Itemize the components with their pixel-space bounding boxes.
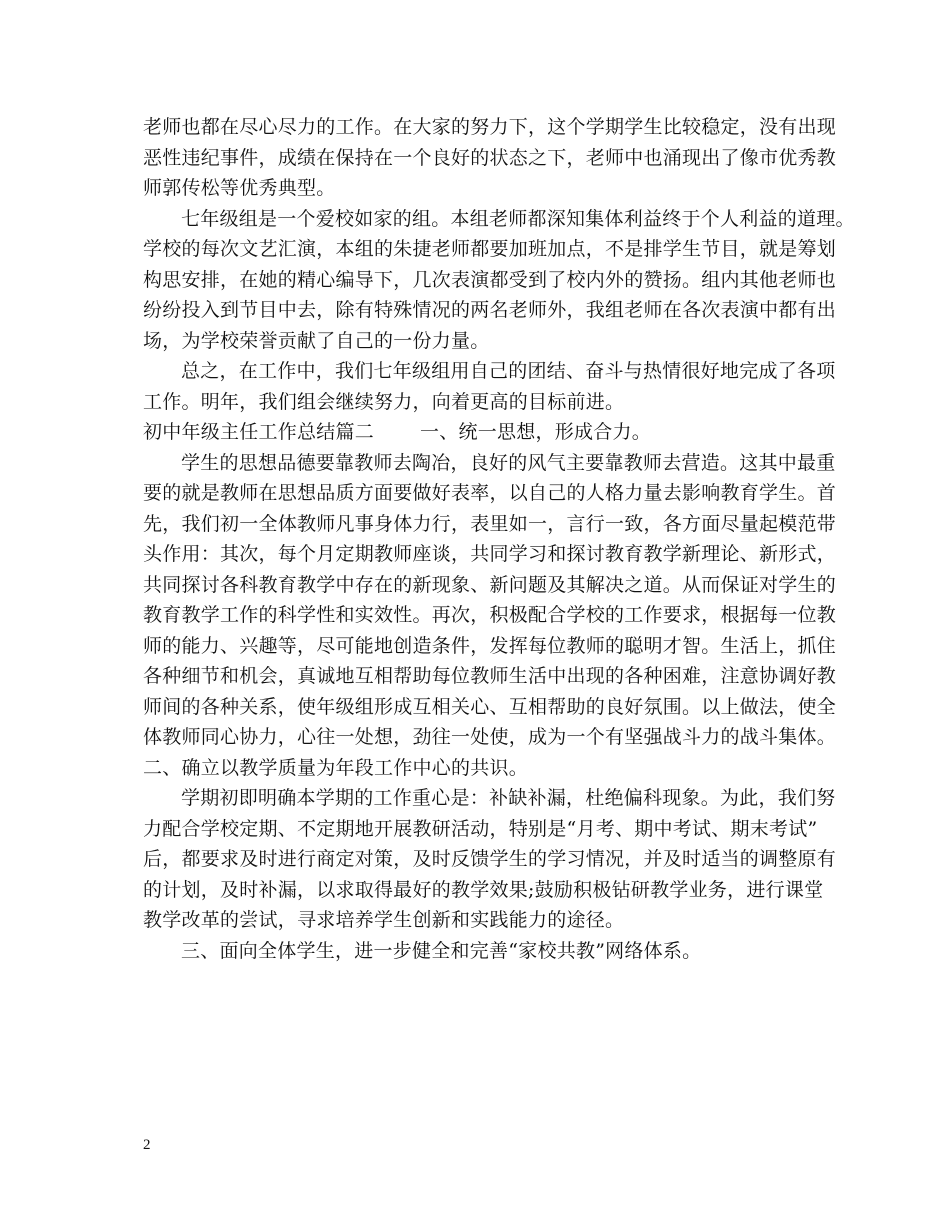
- text-line: 纷纷投入到节目中去，除有特殊情况的两名老师外，我组老师在各次表演中都有出: [143, 299, 837, 321]
- section-heading-line: [143, 417, 823, 448]
- article-title: 初中年级主任工作总结篇二: [143, 421, 375, 443]
- text-line: 教学改革的尝试，寻求培养学生创新和实践能力的途径。: [143, 909, 625, 931]
- text-line: 教育教学工作的科学性和实效性。再次，积极配合学校的工作要求，根据每一位教: [143, 604, 837, 626]
- text-line: 的计划，及时补漏，以求取得最好的教学效果;鼓励积极钻研教学业务，进行课堂: [143, 878, 824, 901]
- section-heading: 二、确立以教学质量为年段工作中心的共识。: [143, 756, 529, 779]
- text-line: 师间的各种关系，使年级组形成互相关心、互相帮助的良好氛围。以上做法，使全: [143, 695, 837, 718]
- text-line: 恶性违纪事件，成绩在保持在一个良好的状态之下，老师中也涌现出了像市优秀教: [143, 146, 837, 169]
- text-line: 总之，在工作中，我们七年级组用自己的团结、奋斗与热情很好地完成了各项: [181, 360, 836, 382]
- page-number: 2: [143, 1137, 151, 1153]
- text-line: 场，为学校荣誉贡献了自己的一份力量。: [143, 329, 490, 352]
- text-line: 先，我们初一全体教师凡事身体力行，表里如一，言行一致，各方面尽量起模范带: [143, 512, 837, 535]
- text-line: 工作。明年，我们组会继续努力，向着更高的目标前进。: [143, 390, 625, 413]
- text-line: 学生的思想品德要靠教师去陶冶，良好的风气主要靠教师去营造。这其中最重: [181, 451, 836, 474]
- text-line: 要的就是教师在思想品质方面要做好表率，以自己的人格力量去影响教育学生。首: [143, 482, 837, 504]
- section-heading: 一、统一思想，形成合力。: [420, 421, 652, 443]
- text-line: 头作用：其次，每个月定期教师座谈，共同学习和探讨教育教学新理论、新形式，: [143, 543, 837, 565]
- text-line: 共同探讨各科教育教学中存在的新现象、新问题及其解决之道。从而保证对学生的: [143, 573, 837, 596]
- text-line: 后，都要求及时进行商定对策，及时反馈学生的学习情况，并及时适当的调整原有: [143, 848, 837, 870]
- section-heading: 三、面向全体学生，进一步健全和完善“家校共教”网络体系。: [181, 939, 702, 962]
- text-line: 师郭传松等优秀典型。: [143, 177, 336, 199]
- text-line: 学期初即明确本学期的工作重心是：补缺补漏，杜绝偏科现象。为此，我们努: [181, 787, 836, 809]
- document-body: [143, 112, 855, 966]
- text-line: 构思安排，在她的精心编导下，几次表演都受到了校内外的赞扬。组内其他老师也: [143, 268, 837, 291]
- text-line: 学校的每次文艺汇演，本组的朱捷老师都要加班加点，不是排学生节目，就是筹划: [143, 238, 837, 260]
- text-line: 师的能力、兴趣等，尽可能地创造条件，发挥每位教师的聪明才智。生活上，抓住: [143, 634, 837, 657]
- text-line: 力配合学校定期、不定期地开展教研活动，特别是“月考、期中考试、期末考试”: [143, 817, 818, 840]
- text-line: 老师也都在尽心尽力的工作。在大家的努力下，这个学期学生比较稳定，没有出现: [143, 116, 837, 138]
- text-line: 体教师同心协力，心往一处想，劲往一处使，成为一个有坚强战斗力的战斗集体。: [143, 726, 837, 748]
- text-line: 各种细节和机会，真诚地互相帮助每位教师生活中出现的各种困难，注意协调好教: [143, 665, 837, 687]
- text-line: 七年级组是一个爱校如家的组。本组老师都深知集体利益终于个人利益的道理。: [181, 207, 855, 230]
